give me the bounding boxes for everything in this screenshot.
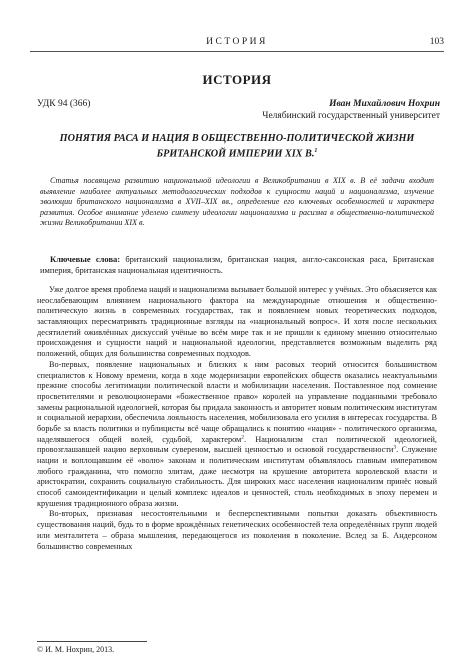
- running-header: [30, 37, 444, 52]
- footnote-ref-3: 3: [393, 444, 397, 451]
- article-body: [37, 285, 437, 552]
- article-title: [40, 132, 434, 160]
- running-header-section: ИСТОРИЯ: [206, 37, 268, 47]
- paragraph-1: Уже долгое время проблема наций и национализма вызывает большой интерес у учёных. Это объясняется как неослабевающим влиянием национального фактора на международные отношения и общественно-политическую жизнь в современных государствах, так и появлением новых теоретических подходов, заставляющих пересматривать традиционные взгляды на «национальный вопрос». И хотя после нескольких десятилетий оживлённых дискуссий учёные во всём мире так и не пришли к единому мнению относительно происхождения и сущности наций и национальной идеологии, представляется возможным выделить ряд положений, общих для большинства современных подходов.: [37, 285, 437, 359]
- page-number: 103: [429, 37, 444, 47]
- udk-code: УДК 94 (366): [37, 99, 91, 109]
- author-affiliation: Челябинский государственный университет: [262, 111, 440, 121]
- footnote-rule: [37, 641, 147, 642]
- paragraph-2-part-3: . Служение нации и воплощавшим её «волю» законам и политическим институтам объявлялось главным императивом любого гражданина, что помогло элитам, даже несмотря на крушение авторитета королевской власти и аристократии, сохранить социальную стабильность. Для широких масс населения национализм принёс новый способ самоидентификации и целый комплекс идеалов и ценностей, столь необходимых в эпоху перемен и крушения традиционного образа жизни.: [37, 445, 437, 508]
- paragraph-3: Во-вторых, признавая несостоятельными и бесперспективными попытки доказать объективность существования наций, будь то в форме врождённых генетических особенностей тела определённых групп людей или менталитета – образа мышления, передающегося из поколения в поколение. Вслед за Б. Андерсоном большинство современных: [37, 509, 437, 551]
- paragraph-2: [37, 360, 437, 510]
- article-title-text: ПОНЯТИЯ РАСА И НАЦИЯ В ОБЩЕСТВЕННО-ПОЛИТИЧЕСКОЙ ЖИЗНИ БРИТАНСКОЙ ИМПЕРИИ XIX В.: [59, 133, 415, 160]
- section-heading: ИСТОРИЯ: [202, 72, 272, 87]
- keywords-label: Ключевые слова:: [50, 254, 121, 264]
- abstract: Статья посвящена развитию национальной идеологии в Великобритании в XIX в. В её задачи входит выявление наиболее актуальных методологических подходов к сущности наций и национализма, изучение эволюции британского национализма в XVII–XIX вв., определение его ключевых особенностей и характера развития. Особое внимание уделено синтезу идеологии национализма и расизма в общественно-политической жизни Великобритании XIX в.: [40, 176, 434, 227]
- keywords: [40, 254, 434, 275]
- author-name: Иван Михайлович Нохрин: [329, 99, 440, 109]
- paragraph-2-part-2: . Национализм стал политической идеологией, провозглашавшей нацию верховным сувереном, высшей ценностью и основой государственности: [37, 434, 437, 455]
- keywords-text: британский национализм, британская нация, англо-саксонская раса, Британская империя, британская национальная идентичность.: [40, 254, 435, 275]
- copyright-line: © И. М. Нохрин, 2013.: [37, 645, 115, 654]
- footnote-ref-2: 2: [241, 433, 245, 440]
- title-footnote-mark: 1: [314, 148, 318, 154]
- paragraph-2-part-1: Во-первых, появление национальных и близких к ним расовых теорий относится большинством специалистов к Новому времени, когда в ходе модернизации европейских обществ оказались неактуальными прежние способы легитимации политической власти и мобилизации населения. Поставленное под сомнение просветителями и революционерами «божественное право» королей на управление подданными требовало замены рациональной идеологией, которая бы придала законность и авторитет новым политическим институтам и социальной иерархии, обеспечила лояльность населения, мобилизовала его усилия в интересах государства. В борьбе за власть политики и публицисты всё чаще обращались к понятию «нация» - политического организма, наделявшегося общей волей, судьбой, характером: [37, 359, 437, 444]
